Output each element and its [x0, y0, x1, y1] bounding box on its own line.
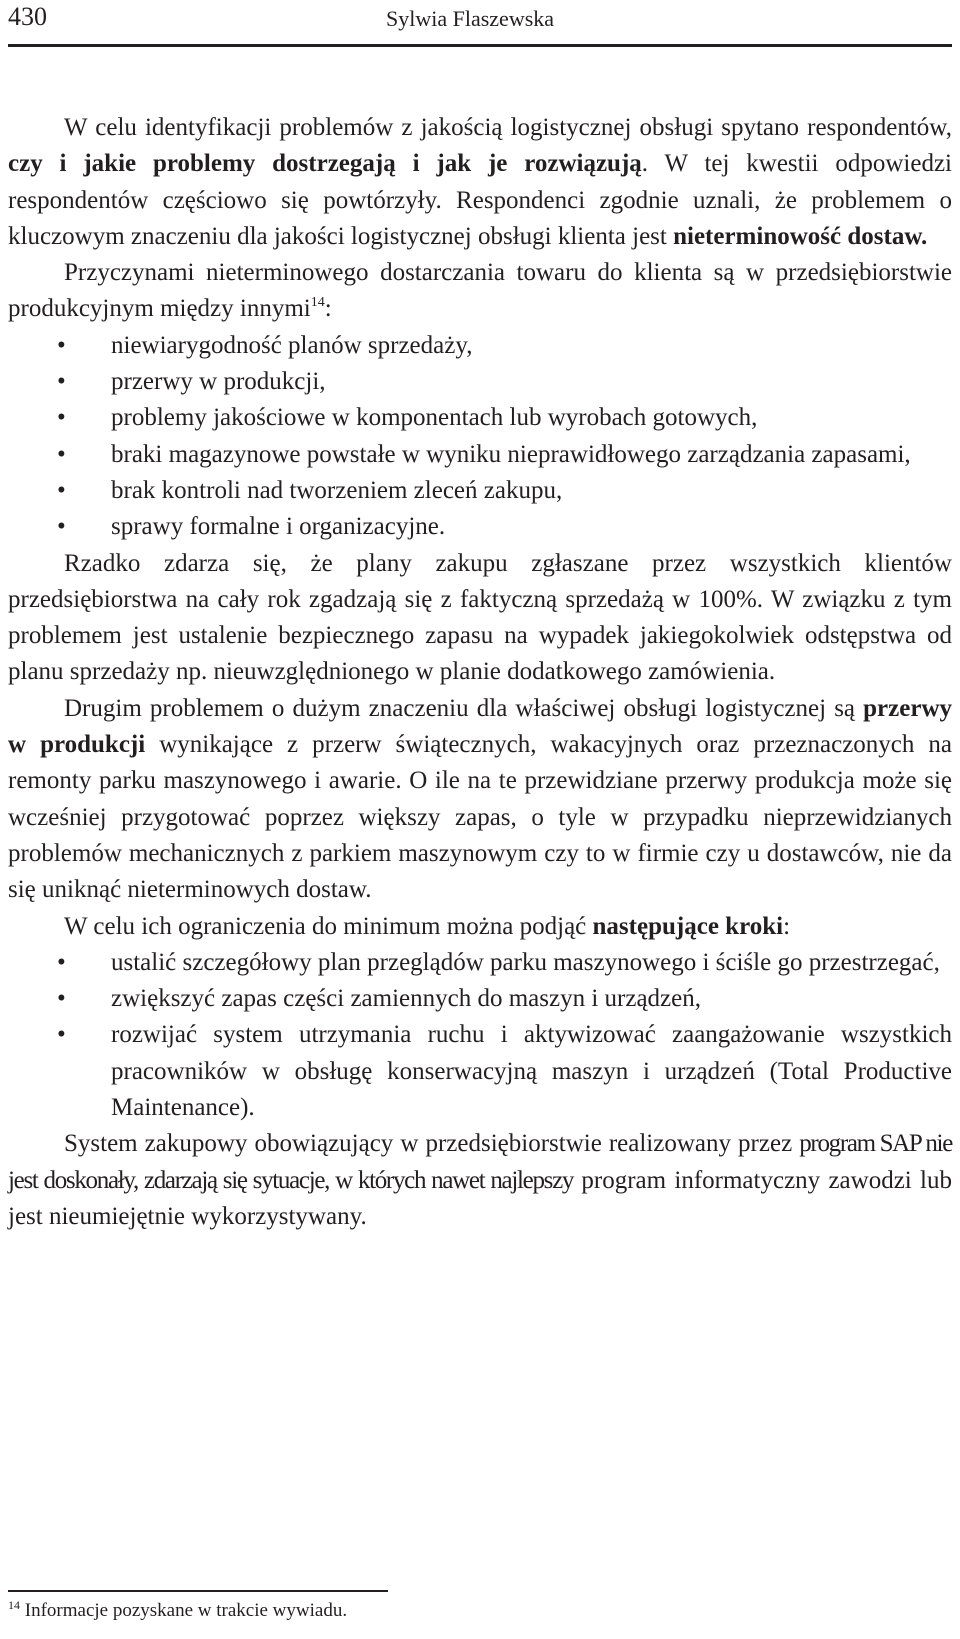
text: program SAP nie jest doskonały, zdarzają się sytuacje, w których nawet najlepszy: [8, 1130, 952, 1194]
footnote-text: Informacje pozyskane w trakcie wywiadu.: [24, 1600, 348, 1621]
paragraph-5: [8, 909, 952, 945]
bullet-icon: •: [57, 368, 66, 396]
bullet-icon: •: [57, 476, 66, 504]
text: wynikające z przerw świątecznych, wakacyjnych oraz przeznaczonych na remonty parku maszynowego i awarie. O ile na te przewidziane przerwy produkcja może się wcześniej przygotować poprzez większy zapas, o tyle w przypadku nieprzewidzianych problemów mechanicznych z parkiem maszynowym czy to w firmie czy u dostawców, nie da się uniknąć nieterminowych dostaw.: [8, 731, 952, 904]
text: Drugim problemem o dużym znaczeniu dla właściwej obsługi logistycznej są: [64, 694, 864, 722]
bullet-icon: •: [57, 440, 66, 468]
footnote-separator: [8, 1590, 388, 1592]
list-item-text: problemy jakościowe w komponentach lub wyrobach gotowych,: [111, 404, 758, 432]
text: W celu ich ograniczenia do minimum można podjąć: [64, 912, 593, 940]
list-item: [8, 473, 952, 509]
bullet-icon: •: [57, 404, 66, 432]
text: program informatyczny zawodzi lub jest nieumiejętnie wykorzystywany.: [8, 1166, 953, 1230]
list-item-text: sprawy formalne i organizacyjne.: [111, 513, 446, 541]
list-item: [8, 364, 952, 400]
bold-text: czy i jakie problemy dostrzegają i jak je rozwiązują: [8, 150, 642, 178]
footnote-reference: 14: [310, 295, 325, 311]
text: W celu identyfikacji problemów z jakością logistycznej obsługi spytano respondentów,: [64, 114, 952, 141]
text: :: [324, 295, 332, 323]
list-item-text: braki magazynowe powstałe w wyniku nieprawidłowego zarządzania zapasami,: [111, 440, 911, 468]
bold-text: następujące kroki: [592, 912, 784, 940]
paragraph-6: [8, 1126, 952, 1235]
bullet-icon: •: [57, 1021, 66, 1049]
text: Przyczynami nieterminowego dostarczania towaru do klienta są w przedsiębiorstwie produkcyjnym między innymi: [8, 259, 952, 323]
causes-list: [8, 328, 952, 546]
list-item-text: ustalić szczegółowy plan przeglądów parku maszynowego i ściśle go przestrzegać,: [111, 948, 940, 976]
steps-list: [8, 945, 952, 1126]
running-head-author: Sylwia Flaszewska: [386, 6, 555, 31]
bold-text: nieterminowość dostaw.: [673, 222, 928, 250]
bullet-icon: •: [57, 948, 66, 976]
paragraph-3: Rzadko zdarza się, że plany zakupu zgłaszane przez wszystkich klientów przedsiębiorstwa na cały rok zgadzają się z faktyczną sprzedażą w 100%. W związku z tym problemem jest ustalenie bezpiecznego zapasu na wypadek jakiegokolwiek odstępstwa od planu sprzedaży np. nieuwzględnionego w planie dodatkowego zamówienia.: [8, 549, 952, 686]
page-number: 430: [8, 2, 47, 31]
text: :: [783, 912, 791, 940]
bullet-icon: •: [57, 513, 66, 541]
list-item-text: przerwy w produkcji,: [111, 368, 326, 396]
list-item-text: brak kontroli nad tworzeniem zleceń zakupu,: [111, 476, 563, 504]
footnote-number: 14: [8, 1598, 20, 1612]
list-item: [8, 981, 952, 1017]
running-header: [8, 0, 952, 47]
paragraph-1: [8, 110, 952, 255]
list-item: [8, 1017, 952, 1126]
list-item-text: rozwijać system utrzymania ruchu i aktywizować zaangażowanie wszystkich pracowników w obsługę konserwacyjną maszyn i urządzeń (Total Productive Maintenance).: [111, 1021, 952, 1122]
list-item-text: zwiększyć zapas części zamiennych do maszyn i urządzeń,: [111, 985, 701, 1013]
bold-text: przerwy w produkcji: [8, 694, 952, 759]
list-item: [8, 328, 952, 364]
list-item: [8, 437, 952, 473]
list-item: [8, 509, 952, 545]
body-text: [8, 110, 952, 1235]
list-item: [8, 945, 952, 981]
bullet-icon: •: [57, 331, 66, 359]
paragraph-4: [8, 691, 952, 909]
paragraph-2: [8, 255, 952, 328]
bullet-icon: •: [57, 985, 66, 1013]
text: System zakupowy obowiązujący w przedsiębiorstwie realizowany przez: [64, 1130, 800, 1158]
text: . W tej kwestii odpowiedzi respondentów częściowo się powtórzyły. Respondenci zgodnie uznali, że problemem o kluczowym znaczeniu dla jakości logistycznej obsługi klienta jest: [8, 150, 952, 250]
footnote: [8, 1600, 347, 1622]
list-item: [8, 400, 952, 436]
list-item-text: niewiarygodność planów sprzedaży,: [111, 331, 473, 359]
